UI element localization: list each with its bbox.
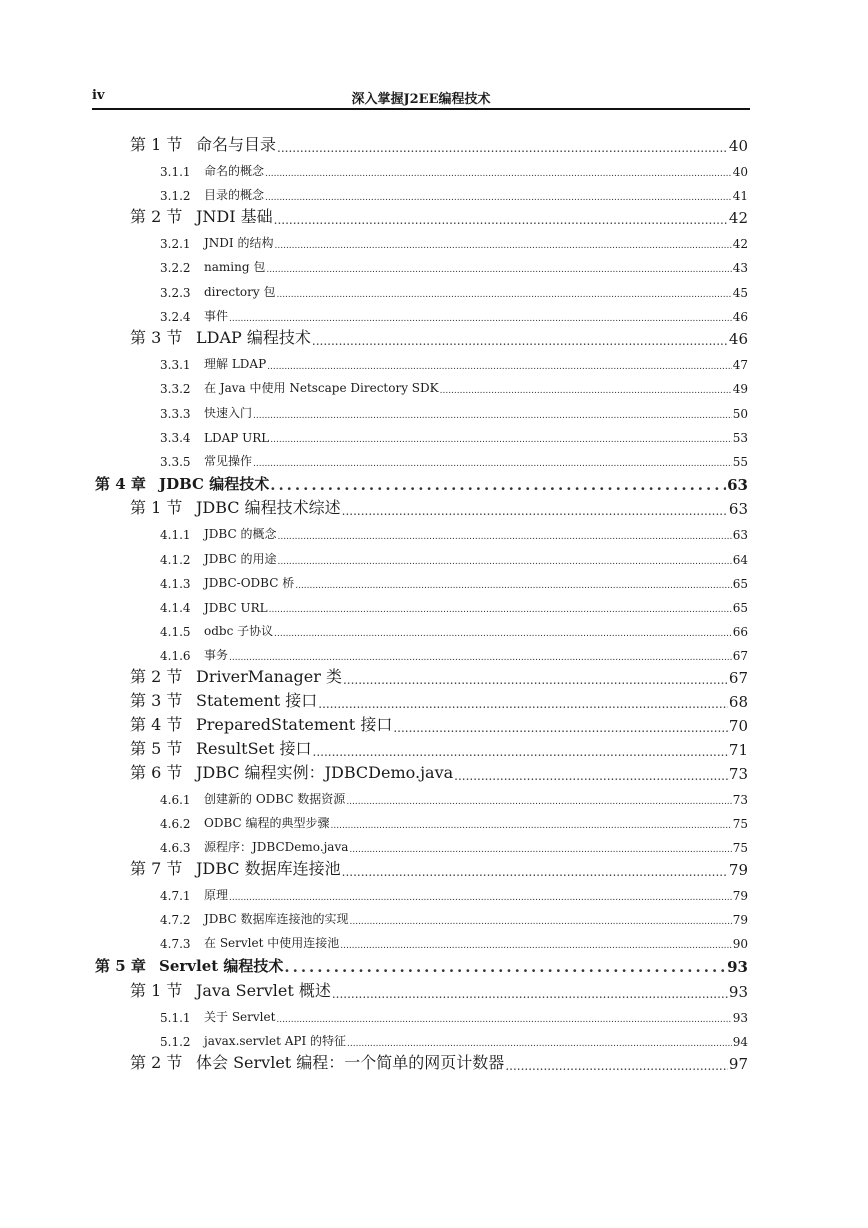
toc-leader-dots	[347, 1039, 732, 1049]
toc-entry-sub	[160, 809, 748, 831]
toc-entry-page: 43	[732, 261, 748, 275]
toc-entry-title: JDBC 编程实例：JDBCDemo.java	[196, 763, 454, 782]
toc-entry-title: odbc 子协议	[204, 624, 274, 638]
toc-leader-dots	[349, 845, 731, 855]
toc-leader-dots	[277, 141, 728, 155]
toc-entry-title: 事务	[204, 648, 229, 662]
toc-leader-dots	[229, 893, 732, 903]
toc-entry-page: 79	[728, 861, 748, 879]
toc-entry-number: 3.3.4	[160, 431, 191, 445]
toc-entry-sub	[160, 229, 748, 251]
toc-entry-page: 47	[732, 358, 748, 372]
toc-entry-page: 93	[727, 958, 748, 976]
toc-entry-sub	[160, 157, 748, 179]
toc-entry-title: ODBC 编程的典型步骤	[204, 816, 330, 830]
toc-entry-number: 4.7.2	[160, 913, 191, 927]
toc-entry-page: 50	[732, 407, 748, 421]
toc-entry-page: 55	[732, 455, 748, 469]
toc-entry-sub	[160, 593, 748, 615]
toc-entry-number: 3.1.1	[160, 165, 191, 179]
toc-entry-section	[130, 761, 748, 783]
toc-entry-title: LDAP 编程技术	[196, 328, 311, 347]
toc-leader-dots	[295, 581, 732, 591]
toc-entry-title: 常见操作	[204, 454, 253, 468]
toc-entry-section	[130, 713, 748, 735]
toc-entry-sub	[160, 617, 748, 639]
toc-entry-page: 67	[728, 669, 748, 687]
toc-entry-chapter	[95, 954, 748, 976]
toc-entry-number: 4.1.2	[160, 553, 191, 567]
toc-entry-chapter	[95, 472, 748, 494]
toc-entry-title: Statement 接口	[196, 691, 318, 710]
toc-entry-number: 第 4 章	[95, 475, 146, 493]
page-number: iv	[92, 88, 105, 103]
toc-entry-title: JDBC URL	[204, 601, 268, 615]
toc-leader-dots	[342, 504, 728, 518]
toc-entry-page: 64	[732, 553, 748, 567]
toc-entry-number: 3.3.2	[160, 382, 191, 396]
toc-entry-sub	[160, 302, 748, 324]
toc-entry-page: 75	[732, 817, 748, 831]
toc-entry-page: 79	[732, 913, 748, 927]
toc-entry-title: 命名与目录	[196, 135, 277, 154]
toc-entry-number: 第 1 节	[130, 135, 183, 154]
toc-entry-sub	[160, 785, 748, 807]
toc-leader-dots	[274, 629, 732, 639]
toc-entry-section	[130, 979, 748, 1001]
toc-leader-dots	[229, 314, 732, 324]
toc-entry-title: JDBC 的用途	[204, 552, 277, 566]
toc-entry-page: 73	[732, 793, 748, 807]
toc-leader-dots	[269, 605, 732, 615]
toc-entry-sub	[160, 545, 748, 567]
toc-entry-title: 源程序：JDBCDemo.java	[204, 840, 349, 854]
toc-leader-dots	[266, 265, 731, 275]
toc-leader-dots	[277, 557, 731, 567]
toc-entry-section	[130, 689, 748, 711]
toc-entry-number: 3.3.3	[160, 407, 191, 421]
toc-entry-page: 94	[732, 1035, 748, 1049]
toc-entry-section	[130, 665, 748, 687]
toc-entry-section	[130, 857, 748, 879]
toc-entry-sub	[160, 833, 748, 855]
toc-entry-page: 90	[732, 937, 748, 951]
toc-entry-number: 第 5 节	[130, 739, 183, 758]
toc-leader-dots	[275, 241, 732, 251]
toc-leader-dots	[393, 721, 728, 735]
toc-leader-dots	[313, 745, 728, 759]
toc-leader-dots	[270, 476, 726, 494]
toc-entry-number: 3.2.2	[160, 261, 191, 275]
toc-entry-page: 73	[728, 765, 748, 783]
toc-entry-number: 4.1.6	[160, 649, 191, 663]
toc-entry-number: 第 3 节	[130, 691, 183, 710]
toc-entry-number: 第 4 节	[130, 715, 183, 734]
toc-entry-number: 5.1.2	[160, 1035, 191, 1049]
toc-entry-sub	[160, 520, 748, 542]
toc-entry-title: 快速入门	[204, 406, 253, 420]
toc-entry-title: 创建新的 ODBC 数据资源	[204, 792, 346, 806]
toc-entry-number: 3.2.3	[160, 286, 191, 300]
toc-entry-title: PreparedStatement 接口	[196, 715, 393, 734]
toc-leader-dots	[340, 941, 731, 951]
toc-entry-section	[130, 737, 748, 759]
toc-entry-section	[130, 205, 748, 227]
toc-entry-title: directory 包	[204, 285, 276, 299]
toc-entry-page: 93	[728, 983, 748, 1001]
toc-entry-sub	[160, 374, 748, 396]
toc-entry-title: JDBC 编程技术综述	[196, 498, 341, 517]
toc-entry-title: JDBC-ODBC 桥	[204, 576, 295, 590]
toc-entry-title: 关于 Servlet	[204, 1010, 276, 1024]
toc-leader-dots	[284, 958, 726, 976]
toc-entry-sub	[160, 881, 748, 903]
toc-entry-page: 66	[732, 625, 748, 639]
toc-entry-title: 理解 LDAP	[204, 357, 267, 371]
toc-leader-dots	[253, 459, 732, 469]
toc-entry-title: JNDI 基础	[196, 207, 273, 226]
toc-entry-page: 67	[732, 649, 748, 663]
toc-entry-number: 第 3 节	[130, 328, 183, 347]
toc-entry-sub	[160, 399, 748, 421]
toc-entry-page: 65	[732, 577, 748, 591]
toc-entry-sub	[160, 447, 748, 469]
toc-entry-title: JDBC 数据库连接池	[196, 859, 341, 878]
toc-leader-dots	[265, 169, 732, 179]
toc-entry-title: LDAP URL	[204, 431, 270, 445]
toc-entry-number: 4.6.3	[160, 841, 191, 855]
toc-leader-dots	[270, 435, 731, 445]
toc-entry-number: 第 2 节	[130, 1053, 183, 1072]
toc-entry-number: 4.1.1	[160, 528, 191, 542]
toc-leader-dots	[265, 193, 732, 203]
toc-entry-page: 97	[728, 1055, 748, 1073]
toc-entry-number: 3.1.2	[160, 189, 191, 203]
toc-leader-dots	[277, 532, 731, 542]
toc-leader-dots	[274, 213, 728, 227]
toc-entry-page: 71	[728, 741, 748, 759]
toc-entry-page: 63	[727, 476, 748, 494]
toc-entry-number: 4.6.1	[160, 793, 191, 807]
toc-entry-number: 3.2.4	[160, 310, 191, 324]
toc-entry-title: 原理	[204, 888, 229, 902]
running-header	[92, 88, 750, 110]
toc-entry-title: 在 Servlet 中使用连接池	[204, 936, 340, 950]
toc-leader-dots	[267, 362, 732, 372]
toc-entry-page: 40	[732, 165, 748, 179]
toc-entry-sub	[160, 181, 748, 203]
toc-entry-number: 4.1.5	[160, 625, 191, 639]
toc-entry-sub	[160, 569, 748, 591]
toc-entry-number: 第 7 节	[130, 859, 183, 878]
toc-entry-page: 63	[732, 528, 748, 542]
toc-entry-page: 79	[732, 889, 748, 903]
toc-entry-number: 3.3.1	[160, 358, 191, 372]
toc-entry-number: 4.6.2	[160, 817, 191, 831]
toc-entry-section	[130, 1051, 748, 1073]
toc-entry-title: DriverManager 类	[196, 667, 342, 686]
toc-leader-dots	[505, 1059, 728, 1073]
toc-entry-page: 65	[732, 601, 748, 615]
toc-leader-dots	[346, 797, 731, 807]
toc-entry-page: 41	[732, 189, 748, 203]
toc-entry-page: 46	[732, 310, 748, 324]
toc-leader-dots	[312, 334, 728, 348]
toc-entry-page: 93	[732, 1011, 748, 1025]
toc-entry-number: 4.1.4	[160, 601, 191, 615]
toc-entry-title: Servlet 编程技术	[159, 957, 284, 975]
toc-entry-title: naming 包	[204, 260, 266, 274]
toc-leader-dots	[349, 917, 731, 927]
toc-leader-dots	[253, 411, 732, 421]
toc-entry-title: Java Servlet 概述	[196, 981, 331, 1000]
toc-entry-section	[130, 496, 748, 518]
toc-entry-number: 第 2 节	[130, 667, 183, 686]
toc-entry-sub	[160, 423, 748, 445]
toc-entry-number: 3.3.5	[160, 455, 191, 469]
toc-leader-dots	[331, 821, 732, 831]
book-title: 深入掌握J2EE编程技术	[351, 92, 491, 107]
toc-entry-title: javax.servlet API 的特征	[204, 1034, 347, 1048]
toc-leader-dots	[343, 673, 728, 687]
toc-entry-title: 事件	[204, 309, 229, 323]
toc-entry-page: 46	[728, 330, 748, 348]
toc-entry-section	[130, 133, 748, 155]
toc-leader-dots	[454, 769, 728, 783]
toc-entry-section	[130, 326, 748, 348]
toc-entry-sub	[160, 1027, 748, 1049]
toc-entry-page: 45	[732, 286, 748, 300]
toc-leader-dots	[229, 653, 732, 663]
toc-entry-number: 第 6 节	[130, 763, 183, 782]
toc-entry-sub	[160, 641, 748, 663]
toc-entry-page: 68	[728, 693, 748, 711]
toc-entry-number: 第 1 节	[130, 981, 183, 1000]
toc-leader-dots	[440, 386, 732, 396]
toc-entry-page: 70	[728, 717, 748, 735]
toc-entry-title: 体会 Servlet 编程：一个简单的网页计数器	[196, 1053, 505, 1072]
toc-entry-page: 42	[732, 237, 748, 251]
toc-entry-page: 40	[728, 137, 748, 155]
toc-entry-title: JNDI 的结构	[204, 236, 274, 250]
toc-entry-title: JDBC 的概念	[204, 527, 277, 541]
toc-entry-page: 75	[732, 841, 748, 855]
toc-entry-sub	[160, 350, 748, 372]
toc-leader-dots	[276, 290, 731, 300]
toc-entry-number: 第 5 章	[95, 957, 146, 975]
toc-entry-number: 第 1 节	[130, 498, 183, 517]
toc-leader-dots	[318, 697, 728, 711]
toc-entry-sub	[160, 278, 748, 300]
toc-entry-title: ResultSet 接口	[196, 739, 312, 758]
toc-entry-title: JDBC 数据库连接池的实现	[204, 912, 349, 926]
toc-entry-number: 3.2.1	[160, 237, 191, 251]
toc-entry-title: 命名的概念	[204, 164, 265, 178]
toc-entry-sub	[160, 1003, 748, 1025]
toc-entry-number: 4.7.3	[160, 937, 191, 951]
toc-entry-page: 49	[732, 382, 748, 396]
toc-entry-page: 42	[728, 209, 748, 227]
toc-entry-title: 目录的概念	[204, 188, 265, 202]
toc-entry-sub	[160, 929, 748, 951]
toc-entry-number: 4.1.3	[160, 577, 191, 591]
toc-entry-number: 5.1.1	[160, 1011, 191, 1025]
toc-entry-number: 第 2 节	[130, 207, 183, 226]
toc-leader-dots	[342, 865, 728, 879]
toc-entry-title: JDBC 编程技术	[159, 475, 270, 493]
toc-entry-page: 53	[732, 431, 748, 445]
toc-entry-page: 63	[728, 500, 748, 518]
toc-leader-dots	[276, 1015, 731, 1025]
toc-entry-title: 在 Java 中使用 Netscape Directory SDK	[204, 381, 439, 395]
toc-leader-dots	[332, 987, 728, 1001]
toc-entry-sub	[160, 253, 748, 275]
toc-entry-sub	[160, 905, 748, 927]
toc-entry-number: 4.7.1	[160, 889, 191, 903]
